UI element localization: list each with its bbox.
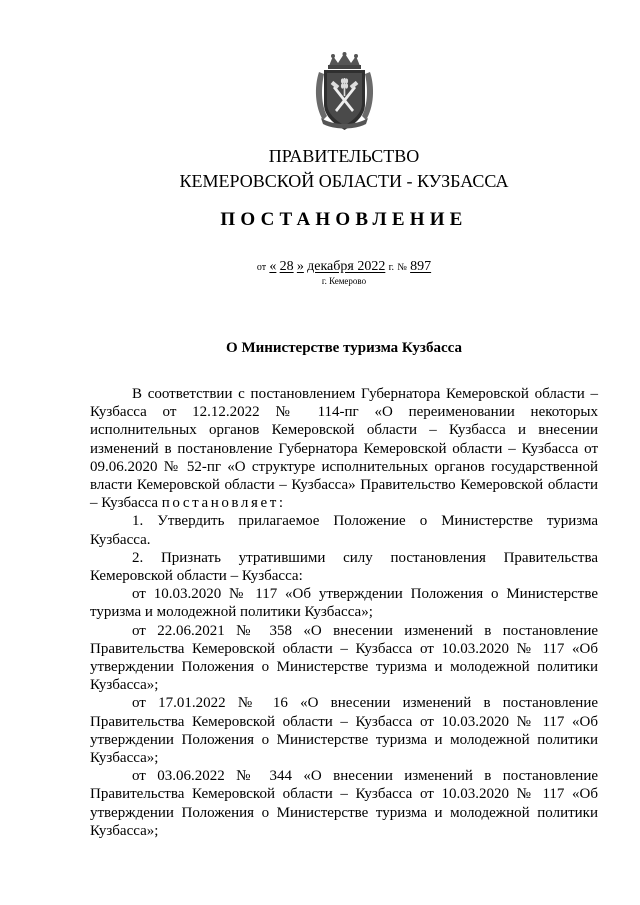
city: г. Кемерово	[321, 276, 367, 286]
date-month-year: декабря 2022	[307, 259, 386, 274]
list-item: 2. Признать утратившими силу постановления Правительства Кемеровской области – Кузбасса:	[90, 549, 598, 585]
intro-paragraph	[90, 385, 598, 512]
document-title: О Министерстве туризма Кузбасса	[226, 340, 462, 356]
list-item: от 17.01.2022 № 16 «О внесении изменений в постановление Правительства Кемеровской области – Кузбасса от 10.03.2020 № 117 «Об утверждении Положения о Министерстве туризма и молодежной политики Кузбасса»;	[90, 695, 598, 767]
org-name-line2: КЕМЕРОВСКОЙ ОБЛАСТИ - КУЗБАССА	[179, 171, 509, 191]
org-name-line1: ПРАВИТЕЛЬСТВО	[268, 146, 420, 166]
intro-text: В соответствии с постановлением Губернатора Кемеровской области – Кузбасса от 12.12.2022 № 114-пг «О переименовании некоторых исполнительных органов Кемеровской области – Кузбасса и внесении изменений в постановление Губернатора Кемеровской области – Кузбасса от 09.06.2020 № 52-пг «О структуре исполнительных органов государственной власти Кемеровской области – Кузбасса» Правительство Кемеровской области – Кузбасса	[90, 386, 598, 512]
list-item: от 03.06.2022 № 344 «О внесении изменений в постановление Правительства Кемеровской области – Кузбасса от 10.03.2020 № 117 «Об утверждении Положения о Министерстве туризма и молодежной политики Кузбасса»;	[90, 768, 598, 839]
document-body	[90, 385, 598, 840]
coat-of-arms-icon	[313, 52, 376, 134]
list-item: 1. Утвердить прилагаемое Положение о Министерстве туризма Кузбасса.	[90, 513, 598, 548]
doc-number-label: №	[397, 262, 407, 273]
doc-number: 897	[410, 259, 432, 274]
date-quote-open: «	[269, 259, 277, 274]
list-item: от 10.03.2020 № 117 «Об утверждении Положения о Министерстве туризма и молодежной политики Кузбасса»;	[90, 586, 598, 621]
date-line	[0, 258, 640, 275]
date-from-label: от	[256, 262, 267, 273]
date-day: 28	[279, 259, 294, 274]
document-type: ПОСТАНОВЛЕНИЕ	[220, 209, 468, 230]
date-year-suffix: г.	[388, 262, 395, 273]
decree-word: постановляет:	[161, 495, 286, 512]
date-quote-close: »	[296, 259, 304, 274]
list-item: от 22.06.2021 № 358 «О внесении изменений в постановление Правительства Кемеровской области – Кузбасса от 10.03.2020 № 117 «Об утверждении Положения о Министерстве туризма и молодежной политики Кузбасса»;	[90, 622, 598, 694]
